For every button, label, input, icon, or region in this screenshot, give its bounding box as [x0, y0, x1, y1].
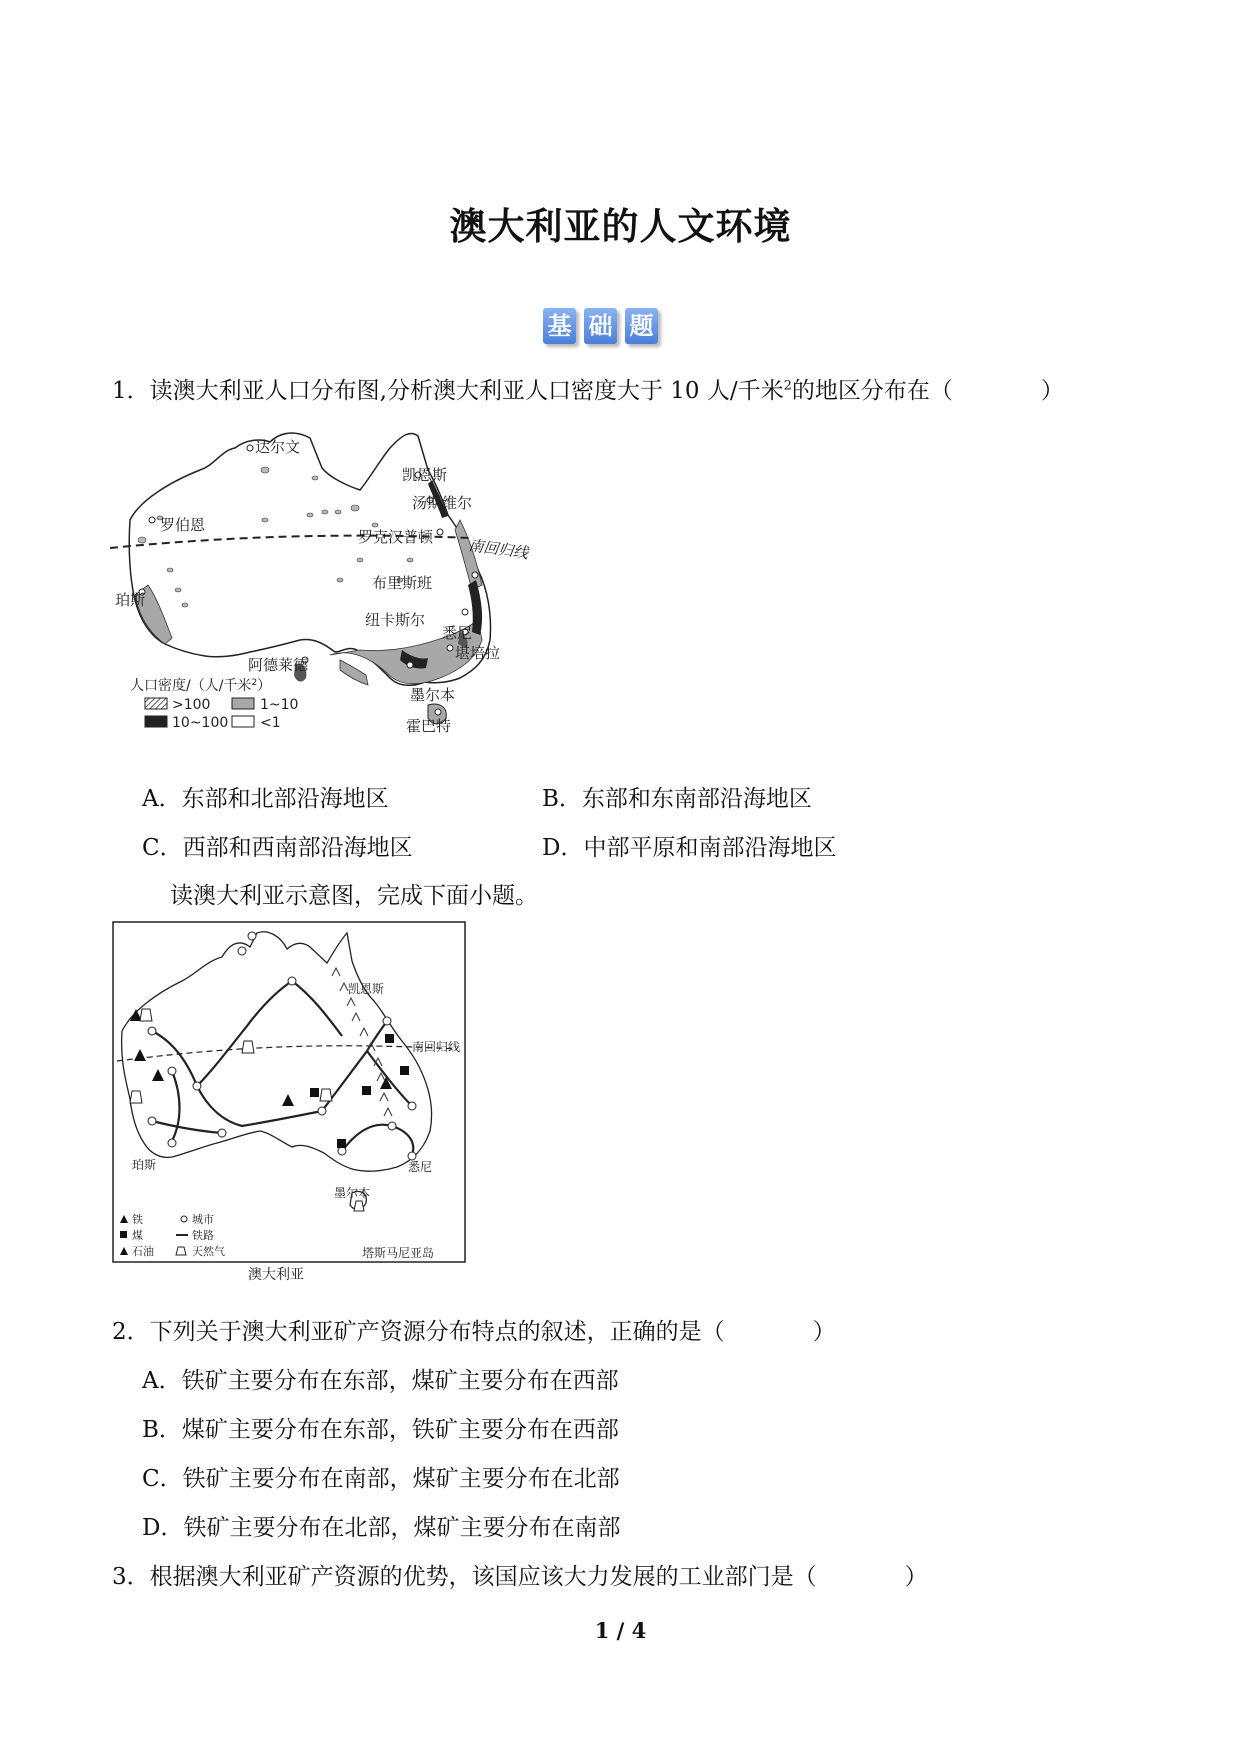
section-badge [543, 308, 658, 344]
badge-char: 础 [584, 308, 617, 344]
map2-label: 凯恩斯 [348, 982, 385, 996]
question-1-close: ） [1040, 378, 1064, 404]
map1-city-label: 珀斯 [115, 591, 146, 609]
badge-char: 题 [625, 308, 658, 344]
mineral-resources-map [112, 921, 466, 1283]
map1-legend-title: 人口密度/（人/千米 [130, 678, 252, 694]
question-3-text: 3．根据澳大利亚矿产资源的优势，该国应该大力发展的工业部门是（ [112, 1564, 817, 1590]
map1-city-label: 汤斯维尔 [412, 494, 473, 512]
map2-legend-item: 城市 [192, 1213, 214, 1226]
map1-city-label: 纽卡斯尔 [365, 611, 426, 629]
intro-text: 读澳大利亚示意图，完成下面小题。 [170, 883, 538, 909]
badge-char: 基 [543, 308, 576, 344]
map1-city-label: 达尔文 [255, 438, 301, 456]
map2-legend-item: 铁路 [192, 1229, 214, 1242]
q2-option-b: B．煤矿主要分布在东部，铁矿主要分布在西部 [142, 1417, 619, 1443]
map1-legend-item: >100 [172, 697, 211, 713]
map2-legend-item: 铁 [132, 1213, 143, 1226]
map1-city-label: 凯恩斯 [402, 466, 448, 484]
map2-legend-item: 石油 [132, 1245, 154, 1258]
q2-option-d: D．铁矿主要分布在北部，煤矿主要分布在南部 [142, 1515, 621, 1541]
q1-option-b: B．东部和东南部沿海地区 [542, 786, 812, 812]
map1-legend-item: <1 [260, 715, 281, 731]
question-2-text: 2．下列关于澳大利亚矿产资源分布特点的叙述，正确的是（ [112, 1319, 725, 1345]
map1-legend-item: 10~100 [172, 715, 229, 731]
map2-label: 悉尼 [408, 1160, 433, 1174]
map2-label: 珀斯 [132, 1158, 157, 1172]
map1-city-label: 罗伯恩 [160, 516, 206, 534]
page-number: 1 / 4 [594, 1618, 647, 1643]
q1-option-d: D．中部平原和南部沿海地区 [542, 835, 837, 861]
map1-legend-item: 1~10 [260, 697, 299, 713]
map1-city-label: 布里斯班 [372, 574, 433, 592]
svg-text:人口密度/（人/千米2） [130, 677, 271, 694]
population-density-map [110, 420, 540, 740]
map1-tropic-label: 南回归线 [467, 536, 530, 563]
map2-legend-item: 煤 [132, 1229, 143, 1242]
question-2-close: ） [812, 1319, 836, 1345]
question-1-text-after: 的地区分布在（ [791, 378, 953, 404]
question-1-sup: 2 [783, 378, 792, 394]
question-1-text: 1．读澳大利亚人口分布图,分析澳大利亚人口密度大于 10 人/千米 [112, 378, 784, 404]
page-title: 澳大利亚的人文环境 [449, 205, 792, 248]
map1-city-label: 墨尔本 [410, 686, 456, 704]
q2-option-c: C．铁矿主要分布在南部，煤矿主要分布在北部 [142, 1466, 620, 1492]
question-2 [112, 1313, 836, 1346]
map2-label: 墨尔本 [334, 1186, 371, 1200]
question-3-close: ） [904, 1564, 928, 1590]
map2-label: 南回归线 [412, 1040, 461, 1054]
map1-city-label: 罗克汉普顿 [358, 528, 434, 546]
q1-option-a: A．东部和北部沿海地区 [142, 786, 389, 812]
q2-option-a: A．铁矿主要分布在东部，煤矿主要分布在西部 [142, 1368, 619, 1394]
map1-city-label: 悉尼 [442, 624, 473, 642]
map2-label: 塔斯马尼亚岛 [362, 1246, 435, 1260]
question-1 [112, 372, 1064, 405]
map1-legend-title-end: ） [257, 678, 272, 694]
map1-city-label: 霍巴特 [406, 717, 452, 735]
map1-city-label: 阿德莱德 [248, 656, 309, 674]
q1-option-c: C．西部和西南部沿海地区 [142, 835, 413, 861]
map2-caption: 澳大利亚 [248, 1267, 304, 1283]
question-3 [112, 1558, 928, 1591]
map1-city-label: 堪培拉 [455, 644, 501, 662]
map2-legend-item: 天然气 [192, 1245, 225, 1258]
map1-legend-sup: 2 [251, 678, 258, 688]
